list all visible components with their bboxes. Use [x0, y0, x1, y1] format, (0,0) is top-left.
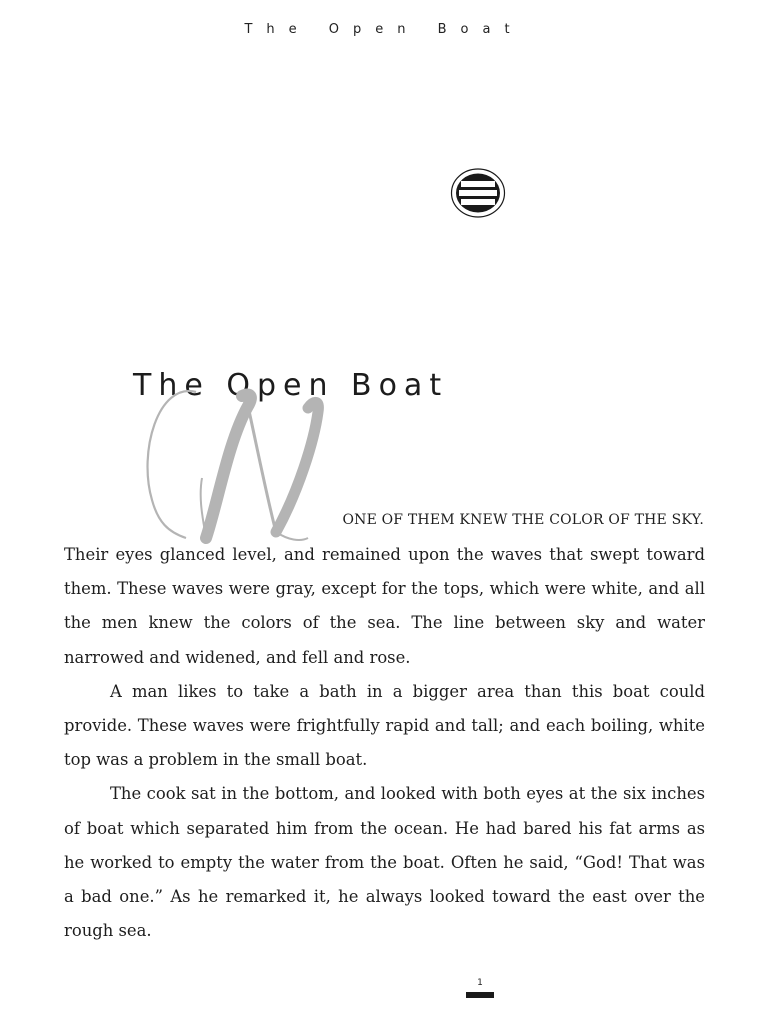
page-number: 1 — [477, 978, 483, 988]
chapter-lead-line: ONE OF THEM KNEW THE COLOR OF THE SKY. — [342, 512, 704, 528]
paragraph-1: Their eyes glanced level, and remained upon the waves that swept toward them. These waves were gray, except for the tops, which were white, and all the men knew the colors of the sea. The line between sky and water narrowed and widened, and fell and rose. — [64, 545, 705, 667]
paragraph-3: The cook sat in the bottom, and looked with both eyes at the six inches of boat which separated him from the ocean. He had bared his fat arms as he worked to empty the water from the boat. Often he said, “God! That was a bad one.” As he remarked it, he always looked toward the east over the rough sea. — [64, 784, 705, 941]
running-head: The Open Boat — [244, 22, 524, 37]
folio-bar — [466, 992, 494, 998]
chapter-body — [64, 538, 705, 948]
chapter-emblem-icon — [450, 167, 506, 219]
chapter-title: The Open Boat — [133, 368, 449, 403]
paragraph-2: A man likes to take a bath in a bigger area than this boat could provide. These waves were frightfully rapid and tall; and each boiling, white top was a problem in the small boat. — [64, 681, 705, 770]
